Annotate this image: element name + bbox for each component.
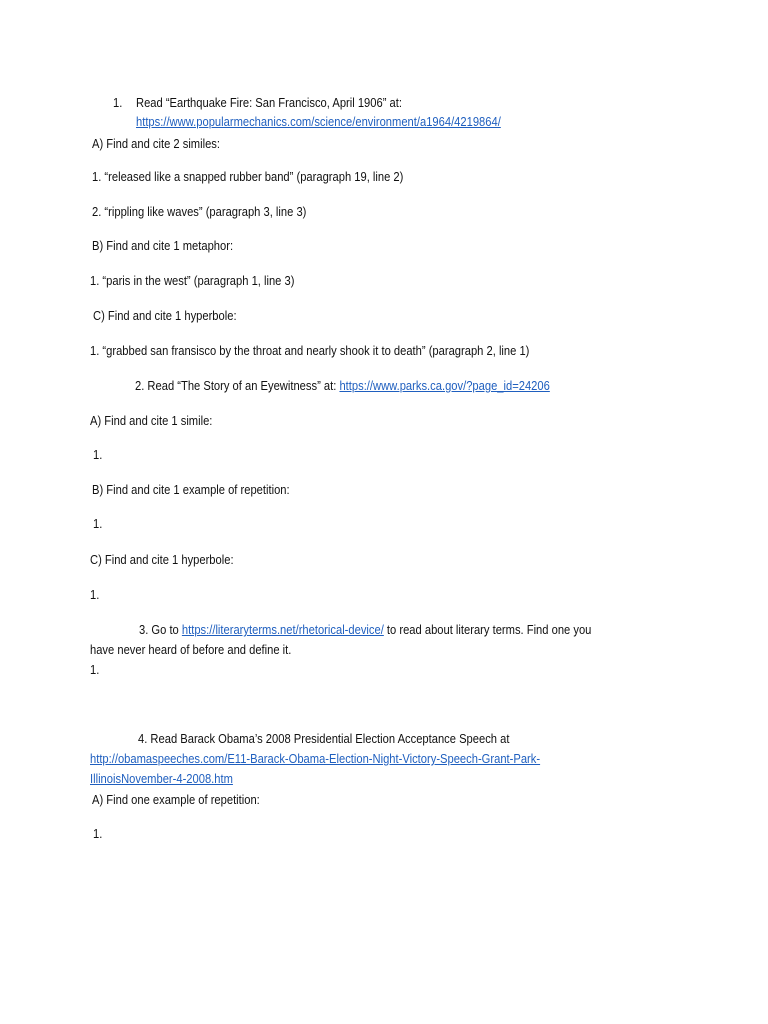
q1-prompt: Read “Earthquake Fire: San Francisco, April 1906” at: xyxy=(136,95,402,110)
q1-c-heading: C) Find and cite 1 hyperbole: xyxy=(93,308,237,323)
q1-a-answer-1: 1. “released like a snapped rubber band” (paragraph 19, line 2) xyxy=(92,169,404,184)
q1-a-answer-2: 2. “rippling like waves” (paragraph 3, line 3) xyxy=(92,204,307,219)
q2-url-link[interactable]: https://www.parks.ca.gov/?page_id=24206 xyxy=(339,378,550,393)
q2-c-answer-1: 1. xyxy=(90,587,100,602)
q3-prompt-line-2: have never heard of before and define it. xyxy=(90,642,292,657)
q2-b-heading: B) Find and cite 1 example of repetition: xyxy=(92,482,290,497)
q1-a-heading: A) Find and cite 2 similes: xyxy=(92,136,221,151)
q2-a-answer-1: 1. xyxy=(93,447,103,462)
q2-prompt-line xyxy=(135,378,550,394)
q4-a-heading: A) Find one example of repetition: xyxy=(92,792,260,807)
q4-url-link-line-1[interactable]: http://obamaspeeches.com/E11-Barack-Obama-Election-Night-Victory-Speech-Grant-Park- xyxy=(90,751,541,766)
q3-url-link[interactable]: https://literaryterms.net/rhetorical-device/ xyxy=(181,622,384,637)
q1-number: 1. xyxy=(113,95,123,110)
q4-prompt: 4. Read Barack Obama’s 2008 Presidential Election Acceptance Speech at xyxy=(138,731,510,746)
q3-prompt-line xyxy=(139,622,591,638)
q2-b-answer-1: 1. xyxy=(93,516,103,531)
q1-b-answer-1: 1. “paris in the west” (paragraph 1, line 3) xyxy=(90,273,295,288)
q2-c-heading: C) Find and cite 1 hyperbole: xyxy=(90,552,234,567)
q2-a-heading: A) Find and cite 1 simile: xyxy=(90,413,213,428)
q1-b-heading: B) Find and cite 1 metaphor: xyxy=(92,238,234,253)
q1-url-link[interactable]: https://www.popularmechanics.com/science/environment/a1964/4219864/ xyxy=(136,114,501,129)
q3-answer-1: 1. xyxy=(90,662,100,677)
q2-prompt: 2. Read “The Story of an Eyewitness” at: xyxy=(135,378,340,393)
q1-c-answer-1: 1. “grabbed san fransisco by the throat and nearly shook it to death” (paragraph 2, line 1) xyxy=(90,343,530,358)
q4-url-link-line-2[interactable]: IllinoisNovember-4-2008.htm xyxy=(90,771,233,786)
q3-prompt-before: 3. Go to xyxy=(139,622,182,637)
q3-prompt-after: to read about literary terms. Find one you xyxy=(383,622,592,637)
q4-a-answer-1: 1. xyxy=(93,826,103,841)
